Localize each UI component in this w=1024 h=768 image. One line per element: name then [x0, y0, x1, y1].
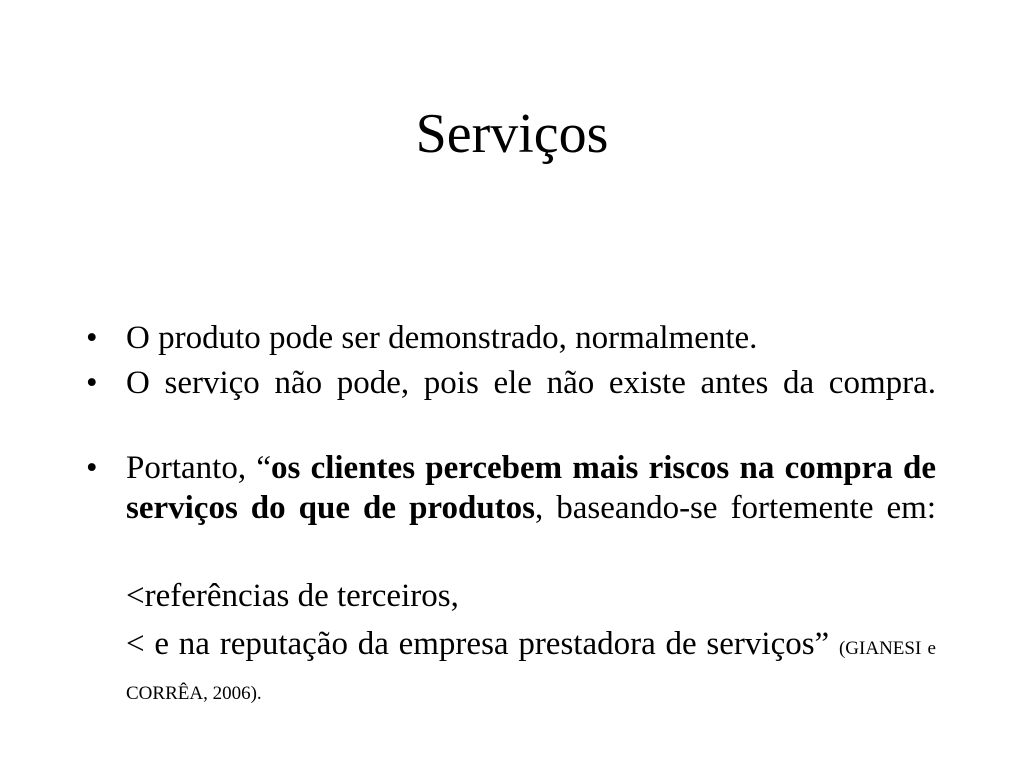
- bullet-text-3-emphasis: os clientes percebem mais riscos na compra de serviços do que de produtos: [126, 450, 936, 526]
- citation: (GIANESI e CORRÊA, 2006).: [126, 638, 936, 704]
- bullet-text-3-prefix: Portanto, “: [126, 450, 271, 486]
- sub-item-1: [86, 576, 936, 616]
- sub-item-text-1: referências de terceiros,: [144, 578, 459, 614]
- bullet-item-3: [86, 448, 936, 568]
- bullet-item-2: [86, 363, 936, 443]
- sub-item-text-2: e na reputação da empresa prestadora de serviços”: [144, 626, 830, 662]
- bullet-item-1: [86, 318, 936, 358]
- bullet-text-2: O serviço não pode, pois ele não existe antes da compra.: [126, 365, 936, 401]
- sub-item-2: [86, 624, 936, 714]
- bullet-text-1: O produto pode ser demonstrado, normalmente.: [126, 320, 758, 356]
- slide-body: [86, 318, 936, 714]
- slide-title: Serviços: [415, 103, 609, 165]
- bullet-icon: •: [86, 320, 98, 356]
- bullet-icon: •: [86, 450, 98, 486]
- sub-item-marker: <: [126, 578, 145, 614]
- bullet-icon: •: [86, 365, 98, 401]
- sub-item-marker: <: [126, 626, 145, 662]
- bullet-text-3-suffix: , baseando-se fortemente em:: [535, 490, 936, 526]
